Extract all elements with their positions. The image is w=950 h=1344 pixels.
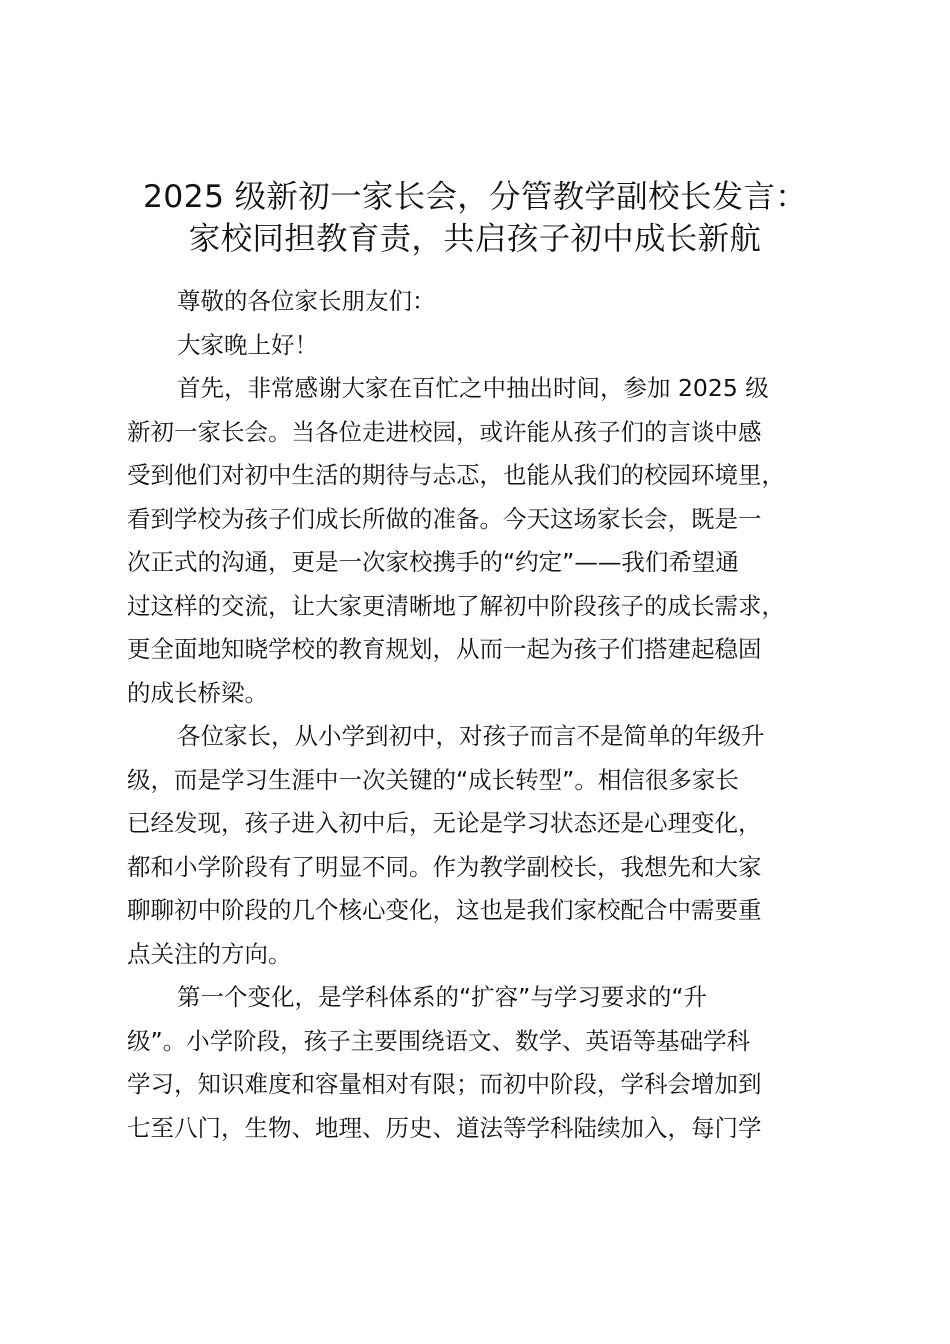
salutation-paragraph bbox=[127, 280, 857, 324]
text-line: 次正式的沟通，更是一次家校携手的“约定”——我们希望通 bbox=[127, 548, 739, 576]
text-line: 聊聊初中阶段的几个核心变化，这也是我们家校配合中需要重 bbox=[127, 896, 762, 924]
text-line: 看到学校为孩子们成长所做的准备。今天这场家长会，既是一 bbox=[127, 504, 762, 533]
text-line: 大家晚上好！ bbox=[177, 330, 318, 359]
body-paragraph bbox=[127, 715, 857, 976]
document-body bbox=[127, 280, 857, 1150]
text-line: 都和小学阶段有了明显不同。作为教学副校长，我想先和大家 bbox=[127, 852, 762, 881]
text-line: 新初一家长会。当各位走进校园，或许能从孩子们的言谈中感 bbox=[127, 417, 762, 446]
text-line: 级，而是学习生涯中一次关键的“成长转型”。相信很多家长 bbox=[127, 765, 739, 794]
text-line: 已经发现，孩子进入初中后，无论是学习状态还是心理变化， bbox=[127, 809, 762, 837]
text-line: 第一个变化，是学科体系的“扩容”与学习要求的“升 bbox=[177, 983, 708, 1011]
greeting-paragraph bbox=[127, 324, 857, 368]
text-line: 受到他们对初中生活的期待与忐忑，也能从我们的校园环境里， bbox=[127, 461, 785, 489]
body-paragraph bbox=[127, 367, 857, 715]
text-line: 学习，知识难度和容量相对有限；而初中阶段，学科会增加到 bbox=[127, 1070, 762, 1098]
text-line: 各位家长，从小学到初中，对孩子而言不是简单的年级升 bbox=[177, 722, 765, 750]
text-line: 首先，非常感谢大家在百忙之中抽出时间，参加 2025 级 bbox=[177, 374, 769, 402]
title-line: 家校同担教育责，共启孩子初中成长新航 bbox=[188, 221, 762, 257]
text-line: 尊敬的各位家长朋友们： bbox=[177, 287, 436, 315]
document-title bbox=[90, 176, 860, 260]
text-line: 过这样的交流，让大家更清晰地了解初中阶段孩子的成长需求， bbox=[127, 591, 785, 620]
body-paragraph bbox=[127, 976, 857, 1150]
text-line: 级”。小学阶段，孩子主要围绕语文、数学、英语等基础学科 bbox=[127, 1026, 751, 1055]
text-line: 七至八门，生物、地理、历史、道法等学科陆续加入，每门学 bbox=[127, 1113, 762, 1142]
text-line: 更全面地知晓学校的教育规划，从而一起为孩子们搭建起稳固 bbox=[127, 635, 762, 663]
text-line: 的成长桥梁。 bbox=[127, 678, 268, 707]
text-line: 点关注的方向。 bbox=[127, 939, 292, 968]
title-line: 2025 级新初一家长会，分管教学副校长发言： bbox=[142, 179, 808, 215]
